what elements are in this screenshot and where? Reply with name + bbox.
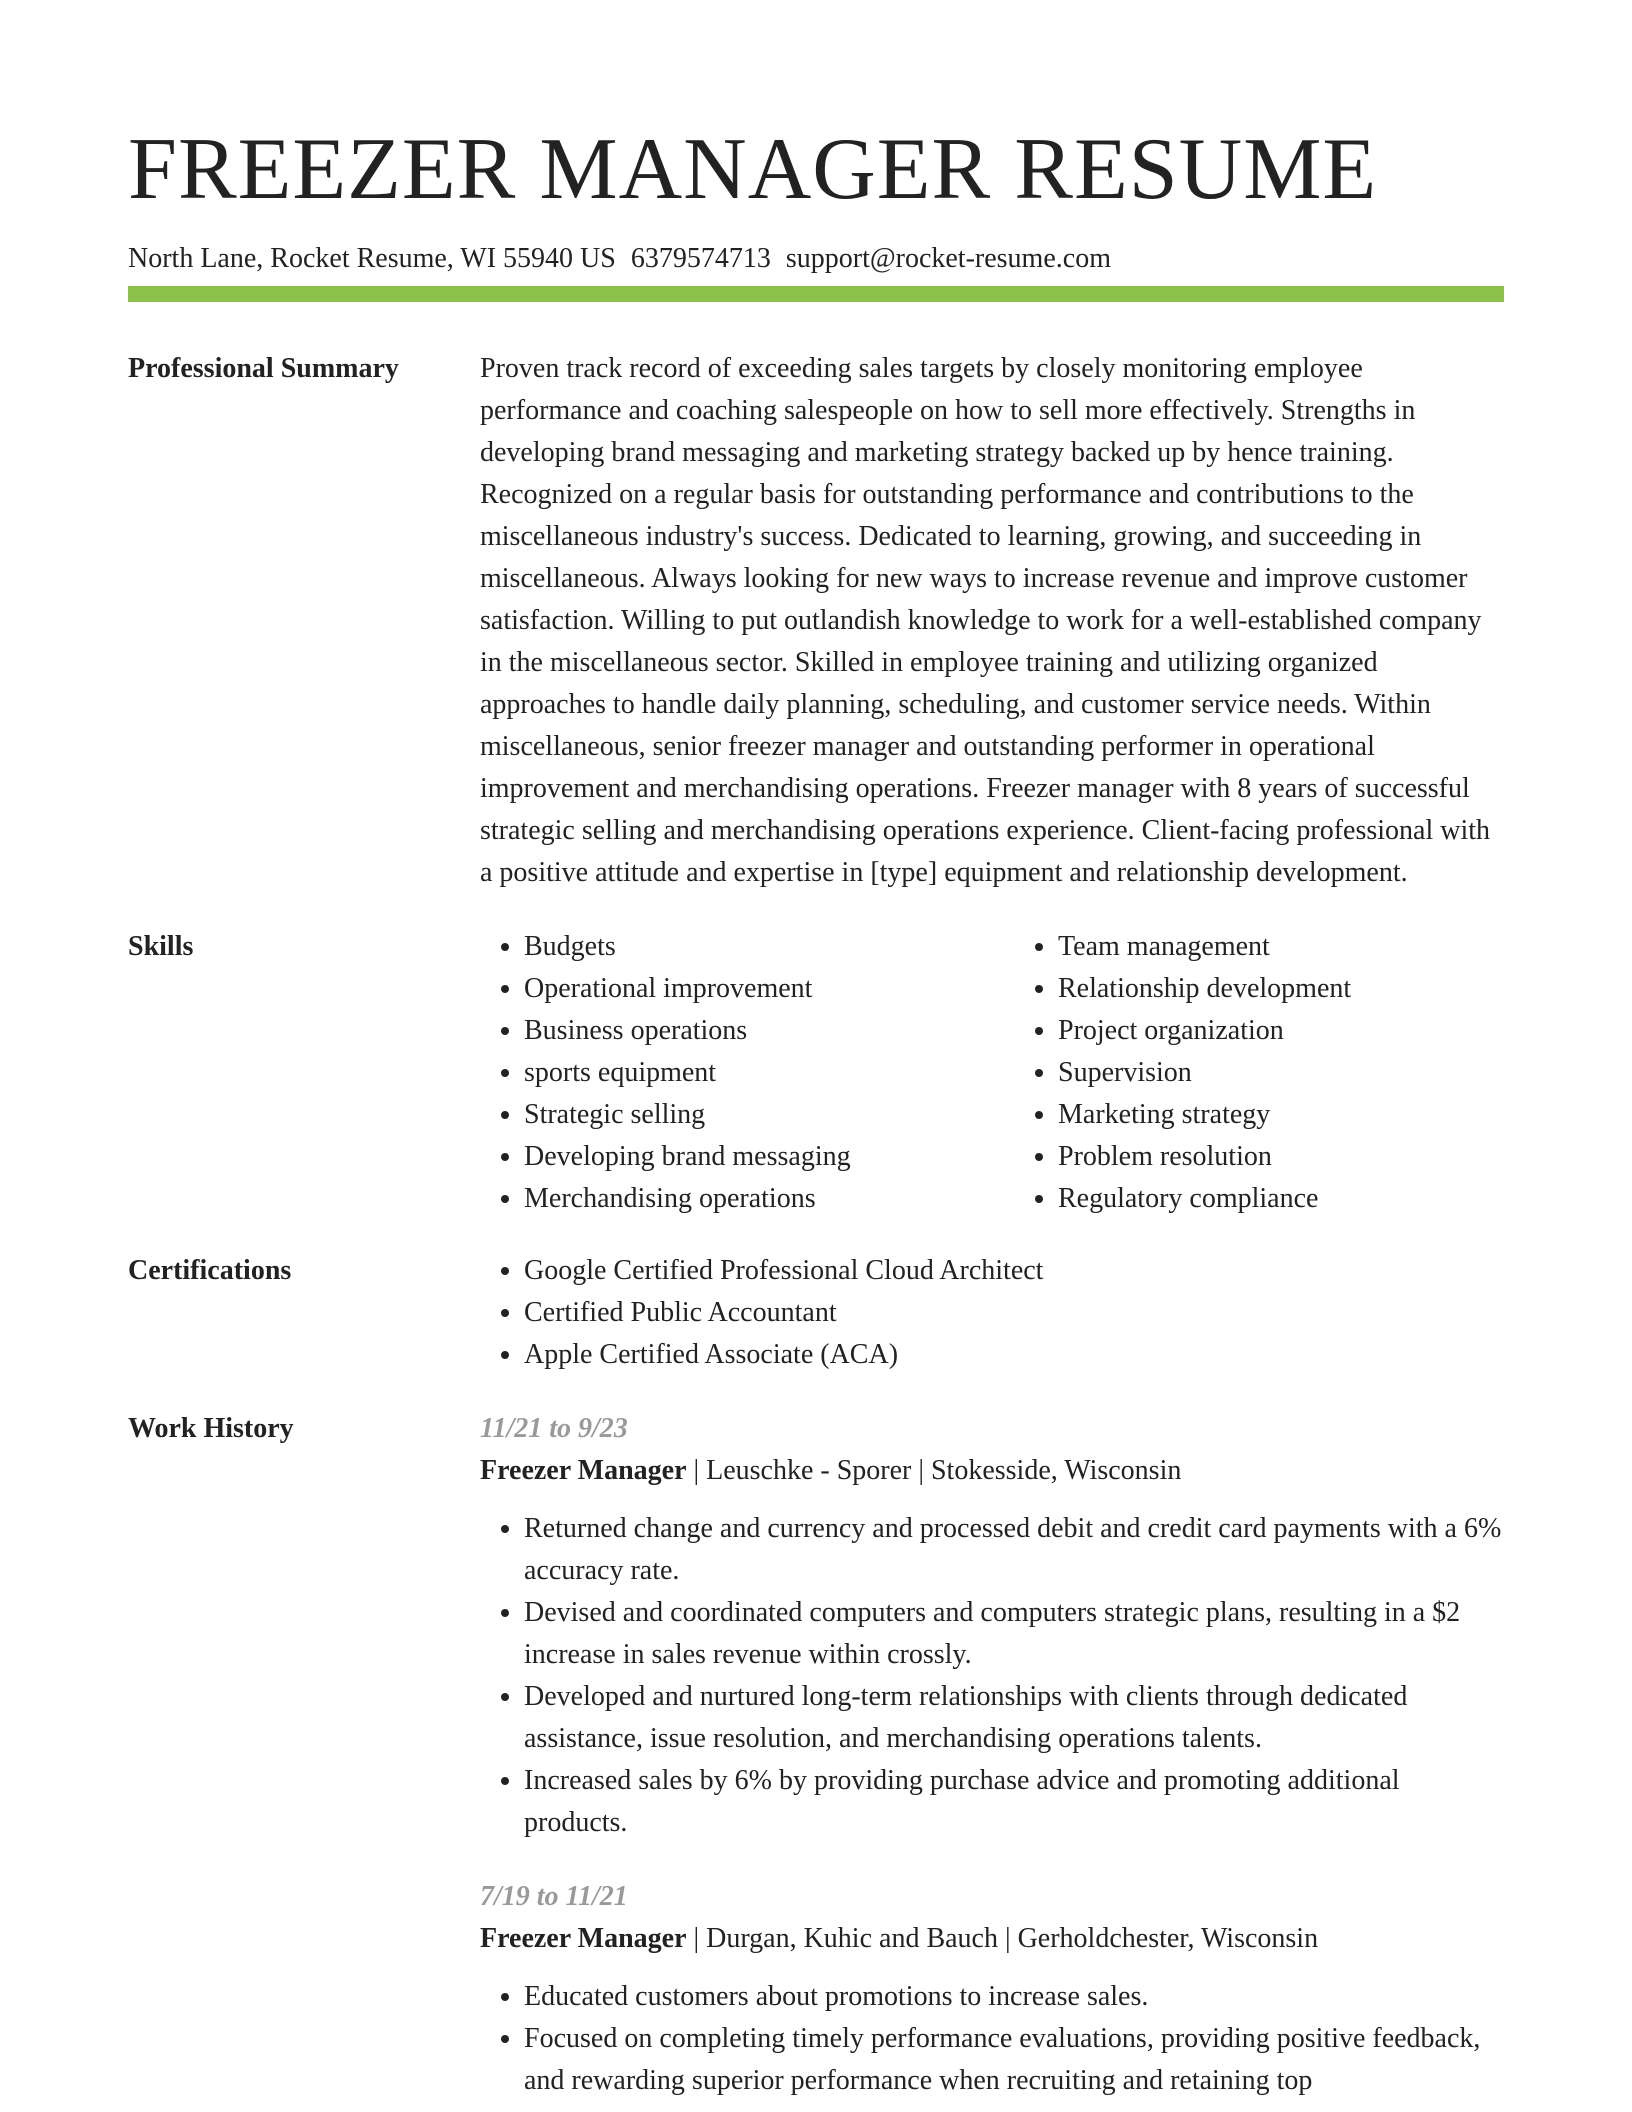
job-dates: 11/21 to 9/23 xyxy=(480,1413,628,1444)
job-title: Freezer Manager xyxy=(480,1455,687,1486)
job-bullet-list xyxy=(480,1508,1504,1844)
certification-item: • Google Certified Professional Cloud Architect xyxy=(524,1250,1504,1292)
job-title-line xyxy=(480,1450,1504,1492)
summary-heading: Professional Summary xyxy=(128,353,399,384)
skill-item: • Team management xyxy=(1058,926,1504,968)
skill-item: • Marketing strategy xyxy=(1058,1094,1504,1136)
certification-item: • Certified Public Accountant xyxy=(524,1292,1504,1334)
skill-item: • Relationship development xyxy=(1058,968,1504,1010)
page-title: FREEZER MANAGER RESUME xyxy=(128,121,1378,218)
skill-item: • Project organization xyxy=(1058,1010,1504,1052)
work-history-section xyxy=(128,1408,1504,2102)
job-details: | Durgan, Kuhic and Bauch | Gerholdchester, Wisconsin xyxy=(686,1923,1319,1954)
skill-item: • Strategic selling xyxy=(524,1094,970,1136)
job-bullet: • Focused on completing timely performance evaluations, providing positive feedback, and rewarding superior performance when recruiting and retaining top xyxy=(524,2018,1504,2102)
job-bullet: • Devised and coordinated computers and computers strategic plans, resulting in a $2 increase in sales revenue within crossly. xyxy=(524,1592,1504,1676)
certification-item: • Apple Certified Associate (ACA) xyxy=(524,1334,1504,1376)
job-details: | Leuschke - Sporer | Stokesside, Wisconsin xyxy=(686,1455,1182,1486)
contact-phone: 6379574713 xyxy=(630,243,771,274)
job-title: Freezer Manager xyxy=(480,1923,687,1954)
skill-item: • Business operations xyxy=(524,1010,970,1052)
skill-item: • Developing brand messaging xyxy=(524,1136,970,1178)
skill-item: • sports equipment xyxy=(524,1052,970,1094)
resume-header xyxy=(128,118,1504,276)
job-entry xyxy=(480,1408,1504,1844)
skill-item: • Regulatory compliance xyxy=(1058,1178,1504,1220)
job-bullet: • Developed and nurtured long-term relationships with clients through dedicated assistance, issue resolution, and merchandising operations talents. xyxy=(524,1676,1504,1760)
contact-address: North Lane, Rocket Resume, WI 55940 US xyxy=(128,243,616,274)
certifications-list xyxy=(480,1250,1504,1376)
skills-heading: Skills xyxy=(128,931,194,962)
job-bullet: • Increased sales by 6% by providing purchase advice and promoting additional products. xyxy=(524,1760,1504,1844)
skill-item: • Operational improvement xyxy=(524,968,970,1010)
job-bullet: • Returned change and currency and processed debit and credit card payments with a 6% accuracy rate. xyxy=(524,1508,1504,1592)
skills-section xyxy=(128,926,1504,1220)
job-dates: 7/19 to 11/21 xyxy=(480,1881,628,1912)
skill-item: • Merchandising operations xyxy=(524,1178,970,1220)
certifications-section xyxy=(128,1250,1504,1376)
contact-email: support@rocket-resume.com xyxy=(785,243,1111,274)
work-history-heading: Work History xyxy=(128,1413,294,1444)
summary-text: Proven track record of exceeding sales targets by closely monitoring employee performance and coaching salespeople on how to sell more effectively. Strengths in developing brand messaging and marketing strategy backed up by hence training. Recognized on a regular basis for outstanding performance and contributions to the miscellaneous industry's success. Dedicated to learning, growing, and succeeding in miscellaneous. Always looking for new ways to increase revenue and improve customer satisfaction. Willing to put outlandish knowledge to work for a well-established company in the miscellaneous sector. Skilled in employee training and utilizing organized approaches to handle daily planning, scheduling, and customer service needs. Within miscellaneous, senior freezer manager and outstanding performer in operational improvement and merchandising operations. Freezer manager with 8 years of successful strategic selling and merchandising operations experience. Client-facing professional with a positive attitude and expertise in [type] equipment and relationship development. xyxy=(480,353,1491,888)
skills-list-left xyxy=(480,926,970,1220)
summary-section xyxy=(128,348,1504,894)
skill-item: • Supervision xyxy=(1058,1052,1504,1094)
job-bullet: • Educated customers about promotions to increase sales. xyxy=(524,1976,1504,2018)
skills-list-right xyxy=(1014,926,1504,1220)
job-title-line xyxy=(480,1918,1504,1960)
skill-item: • Budgets xyxy=(524,926,970,968)
skill-item: • Problem resolution xyxy=(1058,1136,1504,1178)
header-divider xyxy=(128,286,1504,302)
job-bullet-list xyxy=(480,1976,1504,2102)
certifications-heading: Certifications xyxy=(128,1255,292,1286)
job-entry xyxy=(480,1876,1504,2102)
contact-line xyxy=(128,242,1504,276)
